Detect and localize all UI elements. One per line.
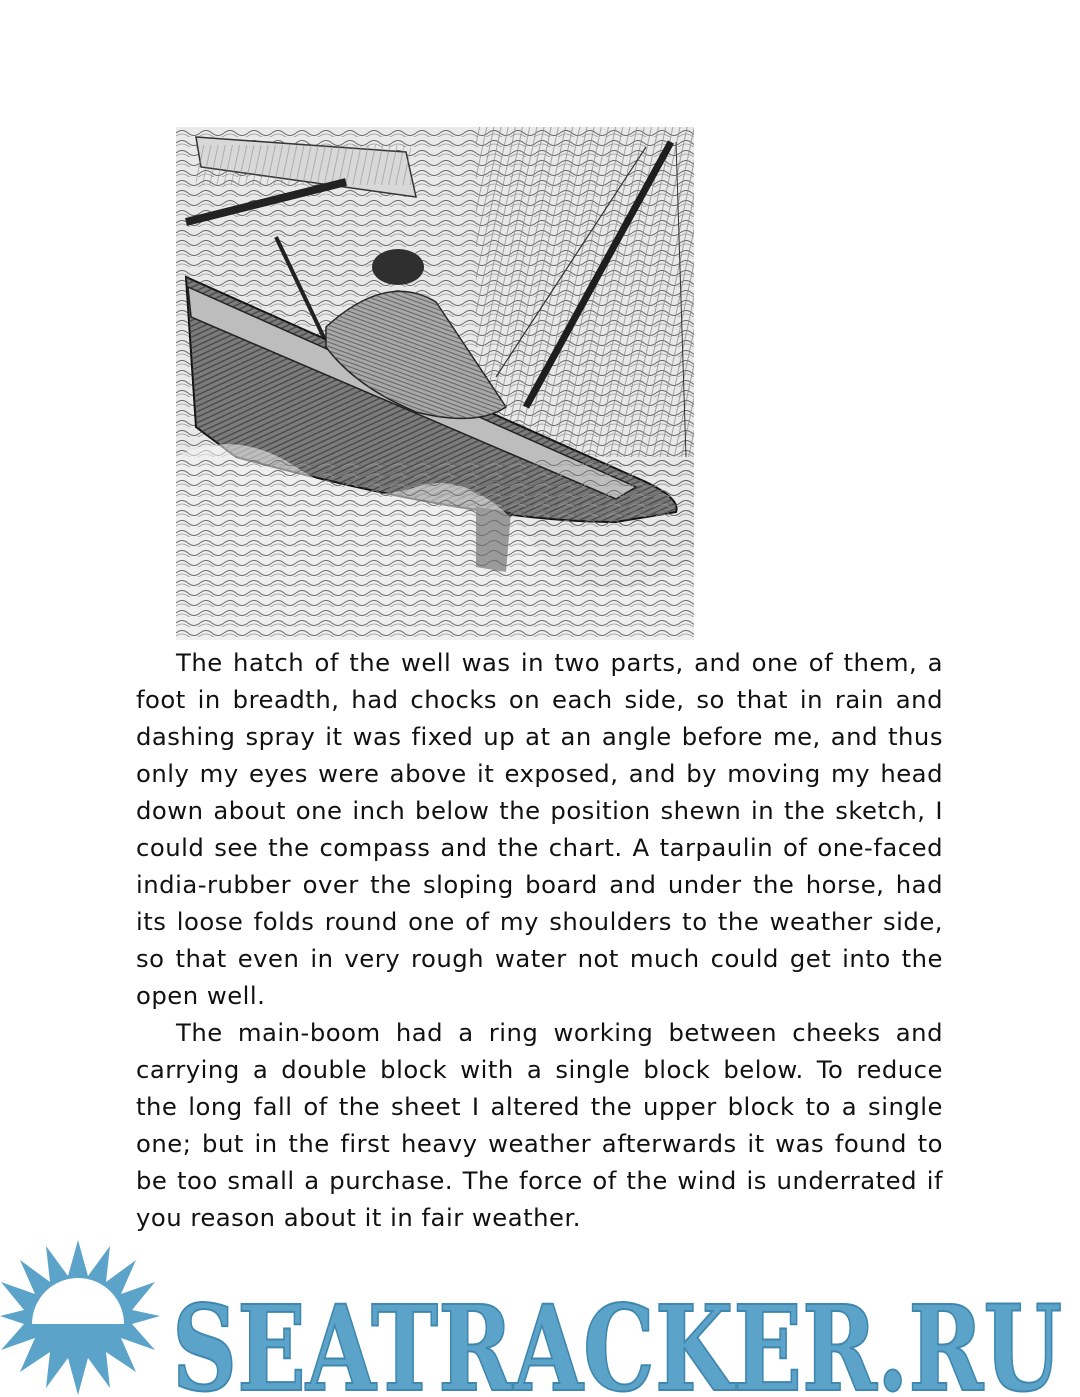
- seatracker-watermark: [0, 1238, 1080, 1397]
- body-text: [136, 644, 943, 1236]
- paragraph: The hatch of the well was in two parts, and one of them, a foot in breadth, had chocks on each side, so that in rain and dashing spray it was fixed up at an angle before me, and thus only my eyes were above it exposed, and by moving my head down about one inch below the position shewn in the sketch, I could see the compass and the chart. A tarpaulin of one-faced india-rubber over the sloping board and under the horse, had its loose folds round one of my shoulders to the weather side, so that even in very rough water not much could get into the open well.: [136, 648, 943, 1010]
- watermark-text: SEATRACKER.RU: [172, 1279, 1062, 1397]
- paragraph: The main-boom had a ring working between cheeks and carrying a double block with a single block below. To reduce the long fall of the sheet I altered the upper block to a single one; but in the first heavy weather afterwards it was found to be too small a purchase. The force of the wind is underrated if you reason about it in fair weather.: [136, 1018, 943, 1232]
- boat-engraving-illustration: [176, 127, 694, 640]
- sun-burst-icon: [0, 1240, 160, 1395]
- sailor-head: [372, 249, 424, 285]
